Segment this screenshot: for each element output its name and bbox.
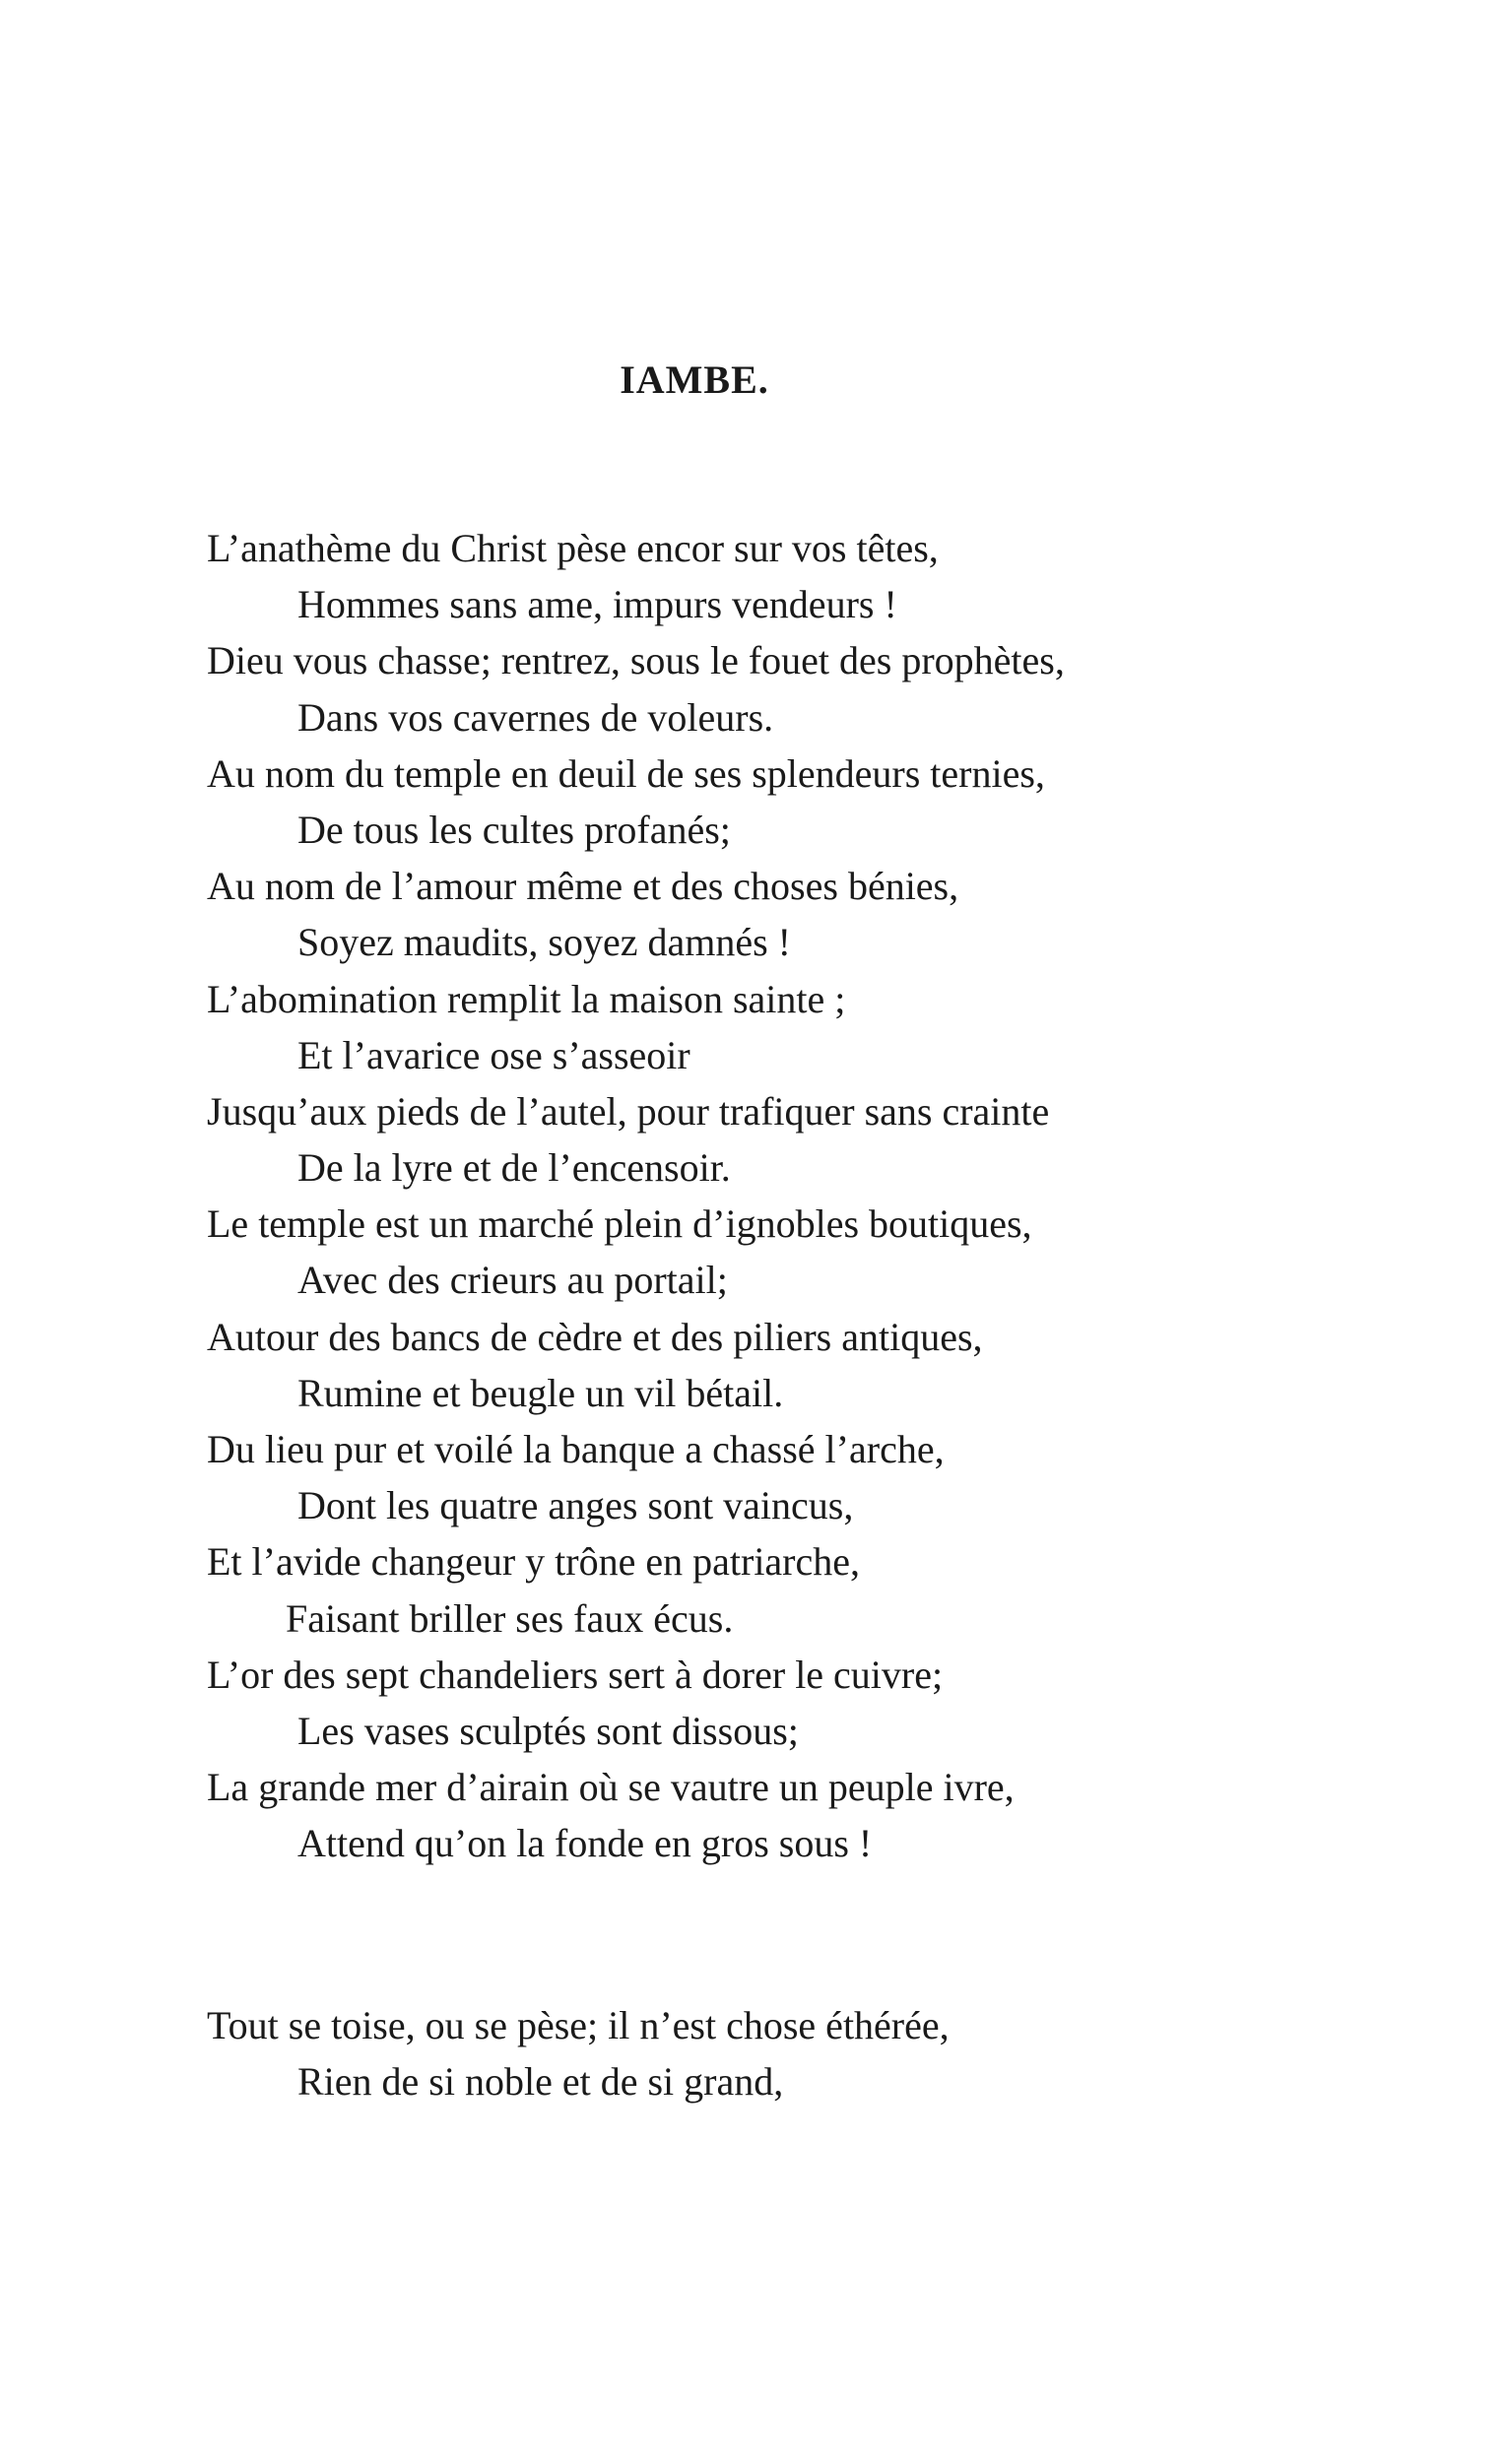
stanza-2 <box>207 1997 1290 2109</box>
verse-line: La grande mer d’airain où se vautre un peuple ivre, <box>207 1765 1015 1810</box>
verse-line: De tous les cultes profanés; <box>297 807 731 852</box>
verse-line: Soyez maudits, soyez damnés ! <box>297 920 791 965</box>
verse-line: Tout se toise, ou se pèse; il n’est chose éthérée, <box>207 2003 950 2047</box>
verse-line: Dieu vous chasse; rentrez, sous le fouet des prophètes, <box>207 638 1065 683</box>
verse-line: Attend qu’on la fonde en gros sous ! <box>297 1821 873 1866</box>
verse-line: Et l’avarice ose s’asseoir <box>297 1032 690 1077</box>
verse-line: Les vases sculptés sont dissous; <box>297 1708 799 1753</box>
verse-line: Au nom de l’amour même et des choses bénies, <box>207 864 959 909</box>
verse-line: Avec des crieurs au portail; <box>297 1258 728 1303</box>
stanza-1 <box>207 520 1290 1872</box>
verse-line: Rien de si noble et de si grand, <box>297 2059 784 2105</box>
verse-line: Au nom du temple en deuil de ses splendeurs ternies, <box>207 750 1045 796</box>
verse-line: L’or des sept chandeliers sert à dorer le cuivre; <box>207 1652 944 1697</box>
verse-line: Et l’avide changeur y trône en patriarche, <box>207 1539 861 1585</box>
verse-line: De la lyre et de l’encensoir. <box>297 1145 731 1191</box>
verse-line: L’abomination remplit la maison sainte ; <box>207 976 846 1021</box>
verse-line: Du lieu pur et voilé la banque a chassé l’arche, <box>207 1427 945 1471</box>
poem-title: IAMBE. <box>620 357 769 402</box>
verse-line: Rumine et beugle un vil bétail. <box>297 1370 784 1415</box>
verse-line: Hommes sans ame, impurs vendeurs ! <box>297 582 897 627</box>
verse-line: L’anathème du Christ pèse encor sur vos têtes, <box>207 526 939 570</box>
verse-line: Dont les quatre anges sont vaincus, <box>297 1483 854 1528</box>
verse-line: Faisant briller ses faux écus. <box>286 1595 734 1641</box>
verse-line: Le temple est un marché plein d’ignobles boutiques, <box>207 1201 1032 1247</box>
verse-line: Dans vos cavernes de voleurs. <box>297 694 774 740</box>
verse-line: Jusqu’aux pieds de l’autel, pour trafiquer sans crainte <box>207 1088 1050 1134</box>
verse-line: Autour des bancs de cèdre et des piliers antiques, <box>207 1314 983 1359</box>
